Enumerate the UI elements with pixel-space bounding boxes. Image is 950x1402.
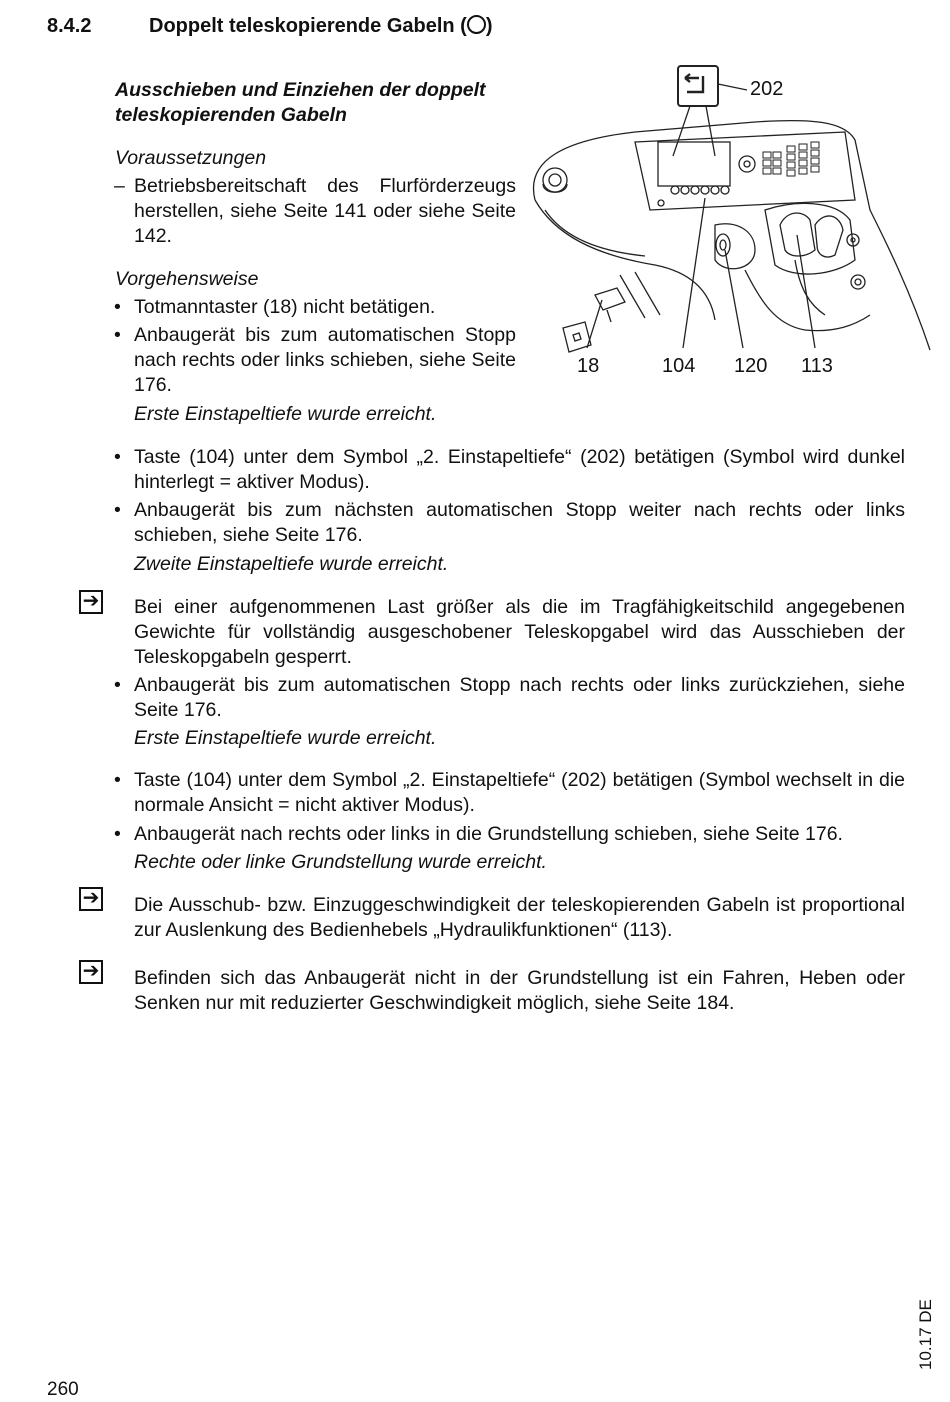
- result-text: Rechte oder linke Grundstellung wurde erreicht.: [134, 851, 547, 873]
- result-text: Zweite Einstapeltiefe wurde erreicht.: [134, 553, 449, 575]
- note-text: Befinden sich das Anbaugerät nicht in der Grundstellung ist ein Fahren, Heben oder Senken nur mit reduzierter Geschwindigkeit möglich, siehe Seite 184.: [134, 967, 905, 1014]
- callout-202: 202: [750, 78, 784, 100]
- step-item: • Taste (104) unter dem Symbol „2. Einstapeltiefe“ (202) betätigen (Symbol wechselt in die normale Ansicht = nicht aktiver Modus).: [114, 769, 905, 816]
- callout-18: 18: [577, 355, 600, 377]
- step-item: • Totmanntaster (18) nicht betätigen.: [114, 296, 436, 318]
- result-text: Erste Einstapeltiefe wurde erreicht.: [134, 727, 437, 749]
- step-item: • Taste (104) unter dem Symbol „2. Einstapeltiefe“ (202) betätigen (Symbol wird dunkel hinterlegt = aktiver Modus).: [114, 446, 905, 493]
- callout-120: 120: [734, 355, 768, 377]
- page-number: 260: [47, 1379, 79, 1400]
- callout-104: 104: [662, 355, 696, 377]
- step-item: • Anbaugerät nach rechts oder links in die Grundstellung schieben, siehe Seite 176.: [114, 823, 843, 845]
- step-item: • Anbaugerät bis zum automatischen Stopp nach rechts oder links zurückziehen, siehe Seite 176.: [114, 674, 905, 721]
- method-label: Vorgehensweise: [115, 268, 259, 290]
- circle-symbol-icon: [467, 15, 486, 34]
- callout-113: 113: [801, 355, 833, 377]
- prerequisite-item: – Betriebsbereitschaft des Flurförderzeugs herstellen, siehe Seite 141 oder siehe Seite 142.: [114, 175, 516, 247]
- procedure-subheading: Ausschieben und Einziehen der doppelt teleskopierenden Gabeln: [115, 79, 486, 126]
- prerequisites-label: Voraussetzungen: [115, 147, 267, 169]
- section-title: Doppelt teleskopierende Gabeln ( ): [149, 15, 493, 37]
- step-item: • Anbaugerät bis zum automatischen Stopp nach rechts oder links schieben, siehe Seite 176.: [114, 324, 516, 396]
- note-text: Die Ausschub- bzw. Einzuggeschwindigkeit der teleskopierenden Gabeln ist proportional zur Auslenkung des Bedienhebels „Hydraulikfunktionen“ (113).: [134, 894, 905, 941]
- step-item: • Anbaugerät bis zum nächsten automatischen Stopp weiter nach rechts oder links schieben, siehe Seite 176.: [114, 499, 905, 546]
- result-text: Erste Einstapeltiefe wurde erreicht.: [134, 403, 437, 425]
- note-text: Bei einer aufgenommenen Last größer als die im Tragfähigkeitschild angegebenen Gewichte für vollständig ausgeschobener Teleskopgabel wird das Ausschieben der Teleskopgabeln gesperrt.: [134, 596, 905, 668]
- edition-label: 10.17 DE: [916, 1299, 935, 1370]
- note-arrow-icon: ➔: [79, 590, 103, 614]
- section-number: 8.4.2: [47, 15, 92, 37]
- note-arrow-icon: ➔: [79, 887, 103, 911]
- second-stacking-depth-symbol-icon: [678, 66, 718, 106]
- note-arrow-icon: ➔: [79, 960, 103, 984]
